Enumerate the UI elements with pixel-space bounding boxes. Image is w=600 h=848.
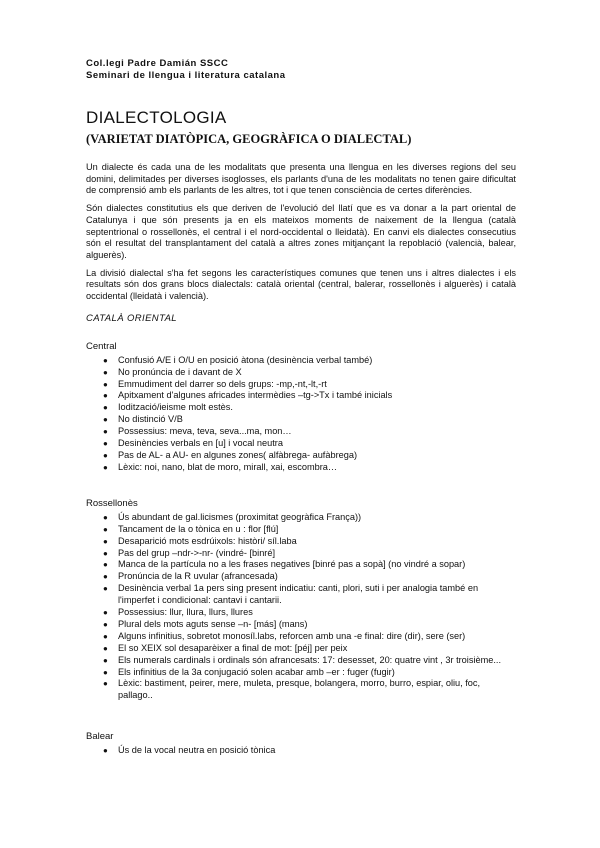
list-item-text: Pronúncia de la R uvular (afrancesada) — [118, 571, 278, 582]
list-item-text: No distinció V/B — [118, 414, 183, 425]
list-item — [103, 583, 516, 607]
list-item-text: Els numerals cardinals i ordinals són afrancesats: 17: desesset, 20: quatre vint , 3r troisième... — [118, 654, 501, 665]
list-item — [103, 535, 516, 548]
school-name: Col.legi Padre Damián SSCC — [86, 58, 229, 69]
list-item — [103, 559, 516, 571]
list-item-text: Alguns infinitius, sobretot monosíl.labs, reforcen amb una -e final: dire (dir), sere (ser) — [118, 630, 466, 641]
list-item — [103, 745, 516, 757]
bullet-icon: ● — [103, 403, 108, 413]
list-item-text: Plural dels mots aguts sense –n- [más] (mans) — [118, 618, 308, 629]
subheading-rossellones: Rossellonès — [86, 497, 138, 509]
bullet-icon: ● — [103, 391, 108, 401]
list-item — [103, 571, 516, 583]
bullet-icon: ● — [103, 584, 108, 594]
bullet-icon: ● — [103, 619, 108, 629]
dialect-division-paragraph: La divisió dialectal s'ha fet segons les característiques comunes que tenen uns i altres dialectes i els resultats són dos grans blocs dialectals: català oriental (central, balerar, rossellonès i alguerès) i català occidental (lleidatà i valencià). — [86, 267, 516, 302]
list-item-text: El so XEIX sol desaparèixer a final de mot: [péj] per peix — [118, 642, 348, 653]
constitutive-dialects-paragraph: Són dialectes constitutius els que deriven de l'evolució del llatí que es va donar a la part oriental de Catalunya i que són presents ja en els mateixos moments de naixement de la llengua (català septentrional o rossellonès, el central i el nord-occidental o lleidatà). En canvi els dialectes consecutius són el resultat del transplantament del català a altres zones mitjançant la repoblació (valencià, balear, alguerès). — [86, 203, 516, 260]
list-item-text: Apitxament d'algunes africades intermèdies –tg->Tx i també inicials — [118, 390, 393, 401]
list-item-text: Desinència verbal 1a pers sing present indicatiu: canti, plori, suti i per analogia també en l'imperfet i condicional: cantavi i cantarii. — [118, 583, 479, 606]
bullet-icon: ● — [103, 679, 108, 689]
list-item-text: Tancament de la o tònica en u : flor [flú] — [118, 523, 279, 534]
list-item — [103, 607, 516, 619]
bullet-icon: ● — [103, 631, 108, 641]
subheading-central: Central — [86, 340, 117, 352]
list-item — [103, 402, 516, 414]
rossellones-features-list — [86, 512, 516, 703]
section-heading-catala-oriental: CATALÀ ORIENTAL — [86, 312, 177, 324]
bullet-icon: ● — [103, 548, 108, 558]
list-item-text: Ús de la vocal neutra en posició tònica — [118, 745, 276, 756]
document-title: DIALECTOLOGIA — [86, 108, 227, 127]
balear-features-list — [86, 745, 516, 757]
list-item — [103, 678, 516, 702]
list-item — [103, 390, 516, 402]
bullet-icon: ● — [103, 450, 108, 460]
list-item-text: Pas del grup –ndr->-nr- (vindré- [binré] — [118, 547, 276, 558]
bullet-icon: ● — [103, 572, 108, 582]
bullet-icon: ● — [103, 427, 108, 437]
list-item-text: Emmudiment del darrer so dels grups: -mp,-nt,-lt,-rt — [118, 378, 327, 389]
list-item-text: Pas de AL- a AU- en algunes zones( alfàbrega- aufàbrega) — [118, 449, 358, 460]
list-item-text: Iodització/ieisme molt estès. — [118, 402, 233, 413]
bullet-icon: ● — [103, 355, 108, 365]
central-features-list — [86, 355, 516, 474]
school-header — [86, 58, 516, 82]
list-item — [103, 642, 516, 655]
bullet-icon: ● — [103, 655, 108, 665]
list-item-text: Ús abundant de gal.licismes (proximitat geogràfica França)) — [118, 511, 362, 522]
bullet-icon: ● — [103, 379, 108, 389]
list-item-text: Desaparició mots esdrúixols: històri/ síl.laba — [118, 535, 297, 546]
list-item — [103, 511, 516, 524]
list-item-text: No pronúncia de i davant de X — [118, 366, 242, 377]
bullet-icon: ● — [103, 512, 108, 522]
document-page — [86, 58, 516, 757]
intro-paragraph: Un dialecte és cada una de les modalitats que presenta una llengua en les diverses regions del seu domini, delimitades per diverses isoglosses, els parlants d'una de les modalitats no tenen gaire dificultat de comprensió amb els parlants de les altres, tot i que tenen consciència de certes diferències. — [86, 162, 516, 196]
bullet-icon: ● — [103, 608, 108, 618]
list-item-text: Lèxic: noi, nano, blat de moro, mirall, xai, escombra… — [118, 461, 338, 472]
department-name: Seminari de llengua i literatura catalana — [86, 70, 286, 81]
list-item — [103, 618, 516, 631]
list-item — [103, 438, 516, 450]
bullet-icon: ● — [103, 536, 108, 546]
bullet-icon: ● — [103, 439, 108, 449]
bullet-icon: ● — [103, 643, 108, 653]
list-item — [103, 654, 516, 667]
list-item-text: Lèxic: bastiment, peirer, mere, muleta, presque, bolangera, morro, burro, espiar, oliu, foc, pallago.. — [118, 678, 481, 701]
document-subtitle: (VARIETAT DIATÒPICA, GEOGRÀFICA O DIALECTAL) — [86, 132, 412, 146]
list-item-text: Confusió A/E i O/U en posició àtona (desinència verbal també) — [118, 354, 373, 365]
list-item-text: Possessius: meva, teva, seva...ma, mon… — [118, 426, 292, 437]
list-item — [103, 426, 516, 438]
bullet-icon: ● — [103, 746, 108, 756]
list-item — [103, 666, 516, 679]
list-item — [103, 523, 516, 536]
list-item — [103, 449, 516, 462]
list-item-text: Possessius: llur, llura, llurs, llures — [118, 607, 253, 618]
bullet-icon: ● — [103, 524, 108, 534]
list-item — [103, 461, 516, 474]
bullet-icon: ● — [103, 415, 108, 425]
list-item — [103, 354, 516, 367]
list-item — [103, 414, 516, 426]
list-item — [103, 378, 516, 391]
list-item-text: Desinències verbals en [u] i vocal neutra — [118, 438, 283, 449]
list-item-text: Manca de la partícula no a les frases negatives [binré pas a sopà] (no vindré a sopar) — [118, 559, 466, 570]
list-item — [103, 366, 516, 379]
bullet-icon: ● — [103, 667, 108, 677]
list-item — [103, 547, 516, 560]
list-item-text: Els infinitius de la 3a conjugació solen acabar amb –er : fuger (fugir) — [118, 666, 395, 677]
bullet-icon: ● — [103, 462, 108, 472]
subheading-balear: Balear — [86, 731, 114, 743]
bullet-icon: ● — [103, 560, 108, 570]
bullet-icon: ● — [103, 367, 108, 377]
list-item — [103, 630, 516, 643]
